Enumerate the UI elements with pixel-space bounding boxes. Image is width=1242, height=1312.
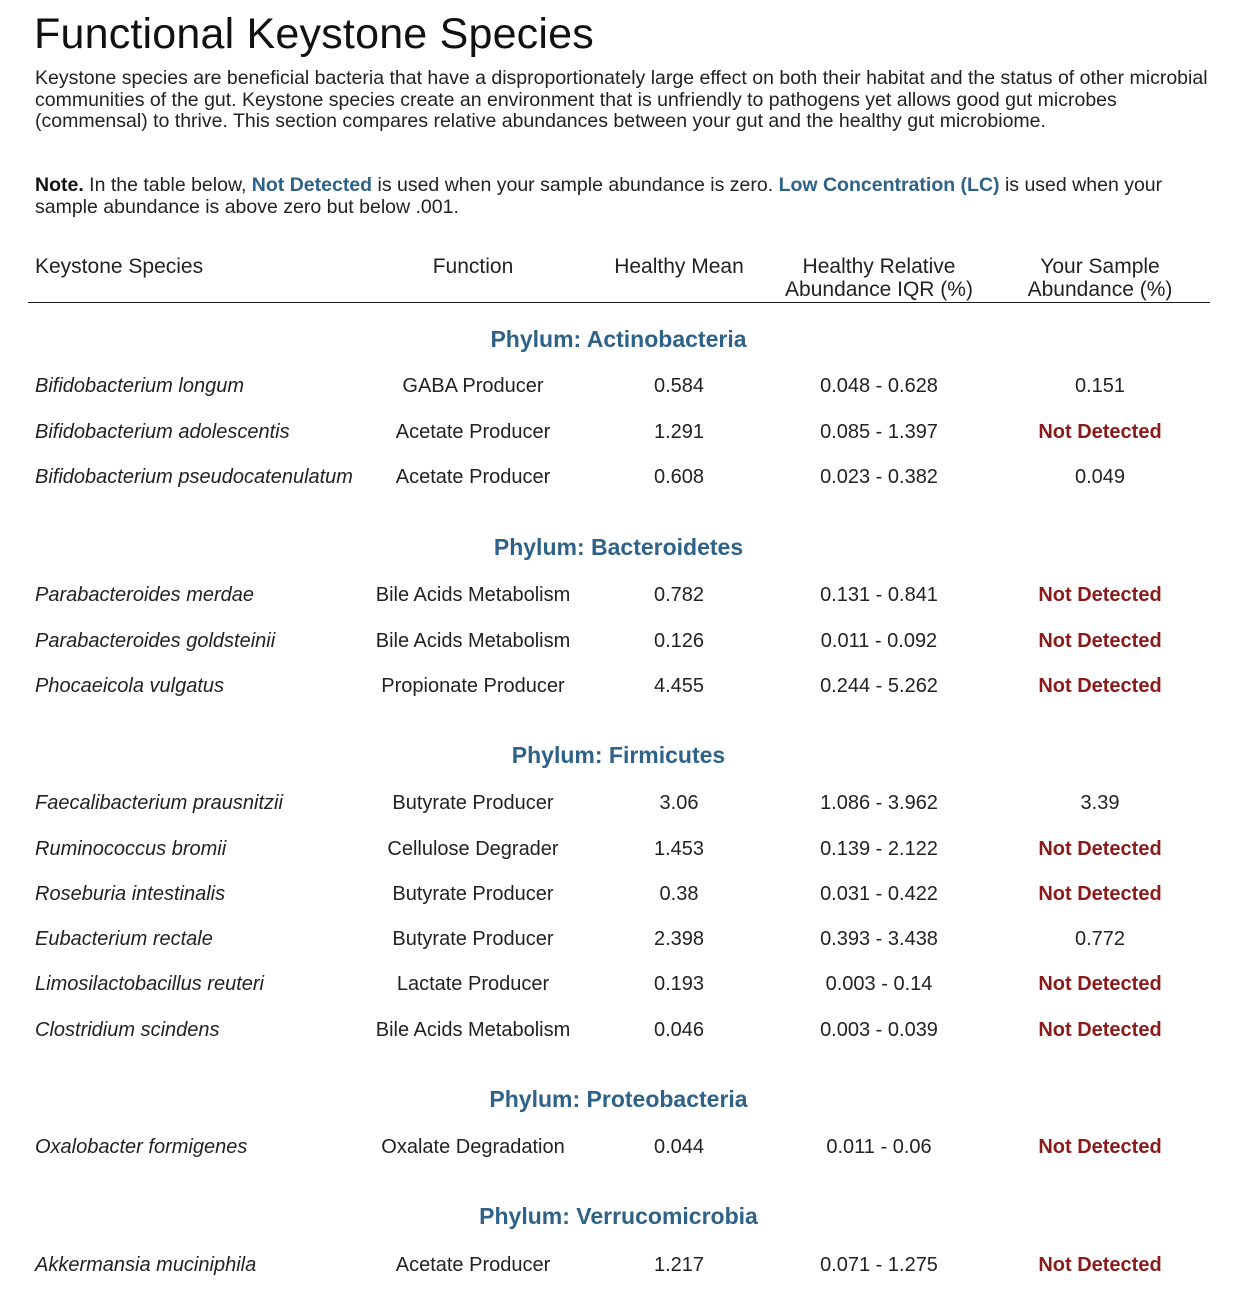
header-sample-line2: Abundance (%) [1027,277,1173,301]
healthy-mean-cell: 0.046 [653,1019,705,1041]
healthy-mean-cell: 1.453 [653,838,705,860]
healthy-iqr-cell: 0.393 - 3.438 [820,928,938,950]
healthy-iqr-cell: 0.244 - 5.262 [820,675,938,697]
healthy-iqr-cell: 0.003 - 0.039 [820,1019,938,1041]
header-divider [28,302,1210,303]
header-healthy-iqr [759,256,999,301]
healthy-iqr-cell: 0.085 - 1.397 [820,421,938,443]
header-healthy-iqr-line1: Healthy Relative [802,255,956,278]
healthy-mean-cell: 1.291 [653,421,705,443]
species-cell: Faecalibacterium prausnitzii [35,792,283,814]
phylum-heading: Phylum: Verrucomicrobia [479,1203,758,1229]
species-cell: Limosilactobacillus reuteri [35,973,264,995]
species-cell: Akkermansia muciniphila [35,1254,257,1276]
note-text-1: In the table below, [83,174,252,196]
header-sample-line1: Your Sample [1040,255,1160,278]
header-species: Keystone Species [35,255,204,278]
phylum-heading: Phylum: Firmicutes [511,742,726,768]
species-cell: Parabacteroides goldsteinii [35,630,276,652]
species-cell: Clostridium scindens [35,1019,220,1041]
healthy-iqr-cell: 0.011 - 0.092 [820,630,938,652]
healthy-mean-cell: 0.782 [653,584,705,606]
sample-abundance-cell: Not Detected [1038,1254,1162,1276]
phylum-heading: Phylum: Proteobacteria [489,1086,748,1112]
healthy-iqr-cell: 0.031 - 0.422 [820,883,938,905]
header-healthy-iqr-line2: Abundance IQR (%) [785,277,973,301]
species-cell: Bifidobacterium longum [35,375,244,397]
sample-abundance-cell: Not Detected [1038,675,1162,697]
function-cell: Bile Acids Metabolism [375,1019,571,1041]
sample-abundance-cell: 0.151 [1074,375,1126,397]
healthy-mean-cell: 0.608 [653,466,705,488]
healthy-iqr-cell: 1.086 - 3.962 [820,792,938,814]
healthy-iqr-cell: 0.139 - 2.122 [820,838,938,860]
sample-abundance-cell: Not Detected [1038,421,1162,443]
function-cell: Acetate Producer [395,466,551,488]
function-cell: Lactate Producer [396,973,550,995]
sample-abundance-cell: Not Detected [1038,1136,1162,1158]
species-cell: Phocaeicola vulgatus [35,675,225,697]
page-title: Functional Keystone Species [34,10,594,58]
sample-abundance-cell: Not Detected [1038,883,1162,905]
species-cell: Oxalobacter formigenes [35,1136,248,1158]
function-cell: Butyrate Producer [392,883,554,905]
healthy-iqr-cell: 0.023 - 0.382 [820,466,938,488]
phylum-heading: Phylum: Actinobacteria [490,326,747,352]
species-cell: Bifidobacterium pseudocatenulatum [35,466,353,488]
function-cell: Bile Acids Metabolism [375,584,571,606]
function-cell: Cellulose Degrader [387,838,559,860]
healthy-mean-cell: 0.126 [653,630,705,652]
healthy-mean-cell: 4.455 [653,675,705,697]
header-healthy-mean: Healthy Mean [614,255,744,278]
function-cell: Propionate Producer [381,675,565,697]
sample-abundance-cell: Not Detected [1038,584,1162,606]
healthy-iqr-cell: 0.048 - 0.628 [820,375,938,397]
header-sample-abundance [995,256,1205,301]
healthy-mean-cell: 1.217 [653,1254,705,1276]
species-cell: Ruminococcus bromii [35,838,227,860]
sample-abundance-cell: Not Detected [1038,630,1162,652]
sample-abundance-cell: 0.049 [1074,466,1126,488]
species-cell: Parabacteroides merdae [35,584,255,606]
sample-abundance-cell: Not Detected [1038,838,1162,860]
species-cell: Roseburia intestinalis [35,883,226,905]
healthy-mean-cell: 2.398 [653,928,705,950]
low-concentration-term: Low Concentration (LC) [778,174,1000,196]
header-function: Function [432,255,514,278]
healthy-iqr-cell: 0.003 - 0.14 [825,973,933,995]
phylum-heading: Phylum: Bacteroidetes [493,534,744,560]
intro-paragraph: Keystone species are beneficial bacteria that have a disproportionately large effect on both their habitat and the status of other microbial communities of the gut. Keystone species create an environment that is unfriendly to pathogens yet allows good gut microbes (commensal) to thrive. This section compares relative abundances between your gut and the healthy gut microbiome. [35,67,1208,132]
healthy-mean-cell: 0.193 [653,973,705,995]
function-cell: Butyrate Producer [392,928,554,950]
note-text-3: is used when your sample abundance is above zero but below .001. [35,174,1163,218]
function-cell: Butyrate Producer [392,792,554,814]
species-cell: Bifidobacterium adolescentis [35,421,290,443]
note-label: Note. [35,174,84,196]
function-cell: Acetate Producer [395,421,551,443]
sample-abundance-cell: Not Detected [1038,1019,1162,1041]
healthy-iqr-cell: 0.131 - 0.841 [820,584,938,606]
function-cell: Bile Acids Metabolism [375,630,571,652]
function-cell: GABA Producer [402,375,544,397]
healthy-mean-cell: 3.06 [659,792,699,814]
species-cell: Eubacterium rectale [35,928,213,950]
note-text-2: is used when your sample abundance is zero. [372,174,779,196]
healthy-mean-cell: 0.584 [653,375,705,397]
healthy-mean-cell: 0.38 [659,883,699,905]
healthy-mean-cell: 0.044 [653,1136,705,1158]
healthy-iqr-cell: 0.071 - 1.275 [820,1254,938,1276]
sample-abundance-cell: 0.772 [1074,928,1126,950]
sample-abundance-cell: 3.39 [1080,792,1120,814]
function-cell: Acetate Producer [395,1254,551,1276]
healthy-iqr-cell: 0.011 - 0.06 [826,1136,932,1158]
function-cell: Oxalate Degradation [381,1136,565,1158]
note-paragraph [35,175,1215,218]
sample-abundance-cell: Not Detected [1038,973,1162,995]
not-detected-term: Not Detected [251,174,373,196]
